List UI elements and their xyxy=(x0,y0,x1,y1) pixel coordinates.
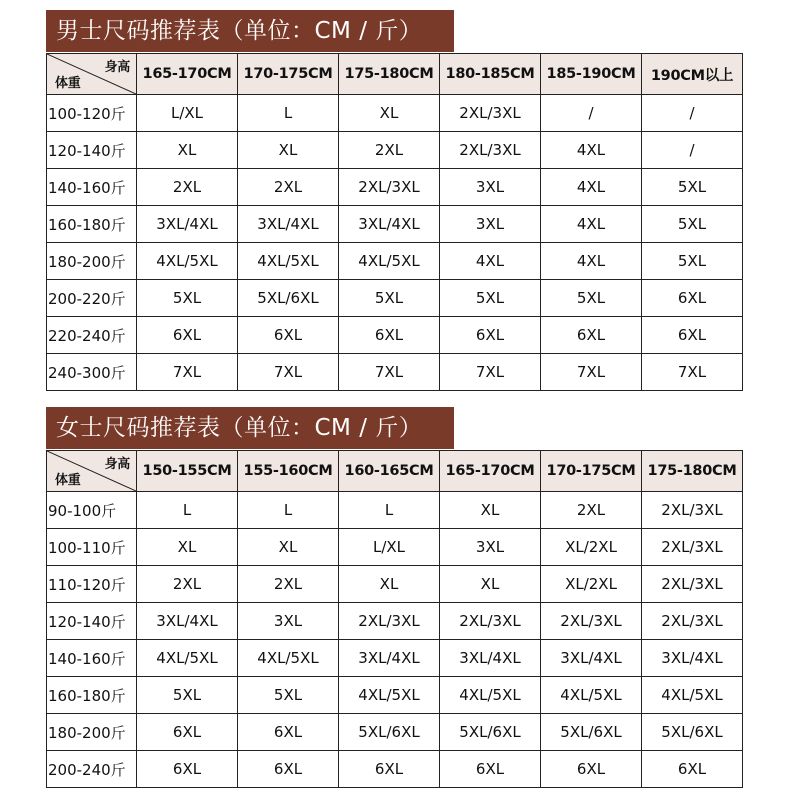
table-row xyxy=(47,566,743,603)
size-cell: 6XL xyxy=(642,280,743,317)
size-cell: 3XL/4XL xyxy=(339,206,440,243)
size-cell: XL xyxy=(238,529,339,566)
size-cell: 2XL/3XL xyxy=(339,603,440,640)
size-cell: L xyxy=(238,492,339,529)
table-row xyxy=(47,132,743,169)
height-header: 180-185CM xyxy=(440,54,541,95)
size-cell: 5XL/6XL xyxy=(440,714,541,751)
weight-label: 140-160斤 xyxy=(47,169,137,206)
weight-label: 110-120斤 xyxy=(47,566,137,603)
size-cell: XL xyxy=(440,492,541,529)
table-row xyxy=(47,95,743,132)
size-cell: 6XL xyxy=(541,751,642,788)
weight-label: 200-220斤 xyxy=(47,280,137,317)
size-cell: L xyxy=(339,492,440,529)
size-cell: 4XL/5XL xyxy=(137,243,238,280)
size-cell: 4XL/5XL xyxy=(339,243,440,280)
size-cell: 3XL xyxy=(440,169,541,206)
table-row xyxy=(47,169,743,206)
corner-height-label: 身高 xyxy=(104,457,130,472)
height-header: 175-180CM xyxy=(642,451,743,492)
size-cell: 4XL xyxy=(440,243,541,280)
weight-label: 240-300斤 xyxy=(47,354,137,391)
size-cell: 2XL/3XL xyxy=(339,169,440,206)
size-cell: 6XL xyxy=(440,751,541,788)
men-size-table xyxy=(46,53,743,391)
size-cell: 5XL xyxy=(440,280,541,317)
size-cell: 3XL/4XL xyxy=(642,640,743,677)
size-cell: 5XL/6XL xyxy=(541,714,642,751)
size-cell: 3XL/4XL xyxy=(541,640,642,677)
size-cell: 2XL xyxy=(137,169,238,206)
size-cell: XL/2XL xyxy=(541,566,642,603)
size-cell: 7XL xyxy=(440,354,541,391)
size-cell: L/XL xyxy=(137,95,238,132)
size-cell: 4XL/5XL xyxy=(339,677,440,714)
table-row xyxy=(47,603,743,640)
size-cell: 2XL/3XL xyxy=(541,603,642,640)
men-header-row xyxy=(47,54,743,95)
size-cell: 4XL/5XL xyxy=(642,677,743,714)
men-corner-cell xyxy=(47,54,137,95)
size-cell: 5XL xyxy=(339,280,440,317)
size-cell: 2XL/3XL xyxy=(642,603,743,640)
size-cell: L xyxy=(238,95,339,132)
size-cell: 6XL xyxy=(642,317,743,354)
weight-label: 140-160斤 xyxy=(47,640,137,677)
weight-label: 100-110斤 xyxy=(47,529,137,566)
weight-label: 160-180斤 xyxy=(47,677,137,714)
size-cell: 2XL/3XL xyxy=(642,492,743,529)
weight-label: 100-120斤 xyxy=(47,95,137,132)
corner-height-label: 身高 xyxy=(104,60,130,75)
table-row xyxy=(47,206,743,243)
size-cell: 3XL/4XL xyxy=(339,640,440,677)
size-cell: 2XL/3XL xyxy=(642,529,743,566)
weight-label: 160-180斤 xyxy=(47,206,137,243)
height-header: 155-160CM xyxy=(238,451,339,492)
weight-label: 90-100斤 xyxy=(47,492,137,529)
height-header: 170-175CM xyxy=(238,54,339,95)
size-cell: 6XL xyxy=(137,751,238,788)
size-cell: 3XL xyxy=(440,206,541,243)
corner-weight-label: 体重 xyxy=(55,473,81,488)
height-header: 165-170CM xyxy=(137,54,238,95)
size-cell: 7XL xyxy=(137,354,238,391)
size-cell: 4XL xyxy=(541,132,642,169)
size-cell: 5XL xyxy=(137,280,238,317)
table-row xyxy=(47,640,743,677)
size-cell: 3XL/4XL xyxy=(440,640,541,677)
size-cell: 4XL/5XL xyxy=(238,243,339,280)
size-cell: 2XL xyxy=(137,566,238,603)
size-cell: 6XL xyxy=(137,317,238,354)
men-table-title: 男士尺码推荐表（单位：CM / 斤） xyxy=(46,10,454,52)
size-cell: XL xyxy=(339,95,440,132)
women-corner-cell xyxy=(47,451,137,492)
size-cell: 3XL/4XL xyxy=(238,206,339,243)
size-cell: 4XL xyxy=(541,169,642,206)
weight-label: 120-140斤 xyxy=(47,132,137,169)
table-row xyxy=(47,677,743,714)
size-cell: 5XL/6XL xyxy=(339,714,440,751)
table-row xyxy=(47,243,743,280)
size-cell: 3XL xyxy=(238,603,339,640)
size-cell: 6XL xyxy=(339,751,440,788)
size-cell: 4XL/5XL xyxy=(137,640,238,677)
size-cell: 6XL xyxy=(541,317,642,354)
size-cell: 4XL xyxy=(541,206,642,243)
size-cell: 4XL xyxy=(541,243,642,280)
size-cell: 5XL/6XL xyxy=(642,714,743,751)
size-cell: 2XL xyxy=(541,492,642,529)
size-cell: 5XL xyxy=(642,169,743,206)
size-cell: / xyxy=(642,95,743,132)
size-cell: L/XL xyxy=(339,529,440,566)
size-cell: 3XL/4XL xyxy=(137,206,238,243)
size-cell: 7XL xyxy=(642,354,743,391)
size-cell: 5XL/6XL xyxy=(238,280,339,317)
size-cell: 6XL xyxy=(238,751,339,788)
size-cell: L xyxy=(137,492,238,529)
corner-weight-label: 体重 xyxy=(55,76,81,91)
table-row xyxy=(47,492,743,529)
size-cell: 6XL xyxy=(440,317,541,354)
height-header: 190CM以上 xyxy=(642,54,743,95)
size-cell: XL xyxy=(238,132,339,169)
size-cell: 5XL xyxy=(137,677,238,714)
size-cell: XL xyxy=(137,132,238,169)
size-cell: 6XL xyxy=(137,714,238,751)
size-cell: 5XL xyxy=(541,280,642,317)
size-cell: 4XL/5XL xyxy=(440,677,541,714)
height-header: 165-170CM xyxy=(440,451,541,492)
height-header: 150-155CM xyxy=(137,451,238,492)
size-cell: XL xyxy=(440,566,541,603)
size-cell: XL xyxy=(339,566,440,603)
size-cell: 6XL xyxy=(238,714,339,751)
table-row xyxy=(47,529,743,566)
weight-label: 200-240斤 xyxy=(47,751,137,788)
size-cell: XL/2XL xyxy=(541,529,642,566)
table-row xyxy=(47,714,743,751)
size-cell: 7XL xyxy=(541,354,642,391)
size-cell: 2XL xyxy=(238,169,339,206)
height-header: 170-175CM xyxy=(541,451,642,492)
height-header: 185-190CM xyxy=(541,54,642,95)
size-cell: 6XL xyxy=(238,317,339,354)
size-cell: 2XL xyxy=(339,132,440,169)
size-cell: 2XL/3XL xyxy=(642,566,743,603)
size-cell: 3XL xyxy=(440,529,541,566)
size-cell: 5XL xyxy=(642,206,743,243)
table-row xyxy=(47,751,743,788)
weight-label: 180-200斤 xyxy=(47,243,137,280)
size-cell: XL xyxy=(137,529,238,566)
size-cell: 4XL/5XL xyxy=(238,640,339,677)
table-row xyxy=(47,280,743,317)
weight-label: 120-140斤 xyxy=(47,603,137,640)
weight-label: 180-200斤 xyxy=(47,714,137,751)
women-table-title: 女士尺码推荐表（单位：CM / 斤） xyxy=(46,407,454,449)
women-size-table xyxy=(46,450,743,788)
size-cell: 7XL xyxy=(238,354,339,391)
size-cell: 7XL xyxy=(339,354,440,391)
size-cell: 4XL/5XL xyxy=(541,677,642,714)
size-cell: 5XL xyxy=(642,243,743,280)
size-cell: 5XL xyxy=(238,677,339,714)
size-cell: 2XL xyxy=(238,566,339,603)
size-cell: 2XL/3XL xyxy=(440,95,541,132)
size-cell: / xyxy=(642,132,743,169)
size-cell: 3XL/4XL xyxy=(137,603,238,640)
size-cell: 6XL xyxy=(339,317,440,354)
size-cell: / xyxy=(541,95,642,132)
size-cell: 2XL/3XL xyxy=(440,603,541,640)
size-cell: 2XL/3XL xyxy=(440,132,541,169)
women-header-row xyxy=(47,451,743,492)
height-header: 160-165CM xyxy=(339,451,440,492)
height-header: 175-180CM xyxy=(339,54,440,95)
table-row xyxy=(47,317,743,354)
weight-label: 220-240斤 xyxy=(47,317,137,354)
table-row xyxy=(47,354,743,391)
size-cell: 6XL xyxy=(642,751,743,788)
